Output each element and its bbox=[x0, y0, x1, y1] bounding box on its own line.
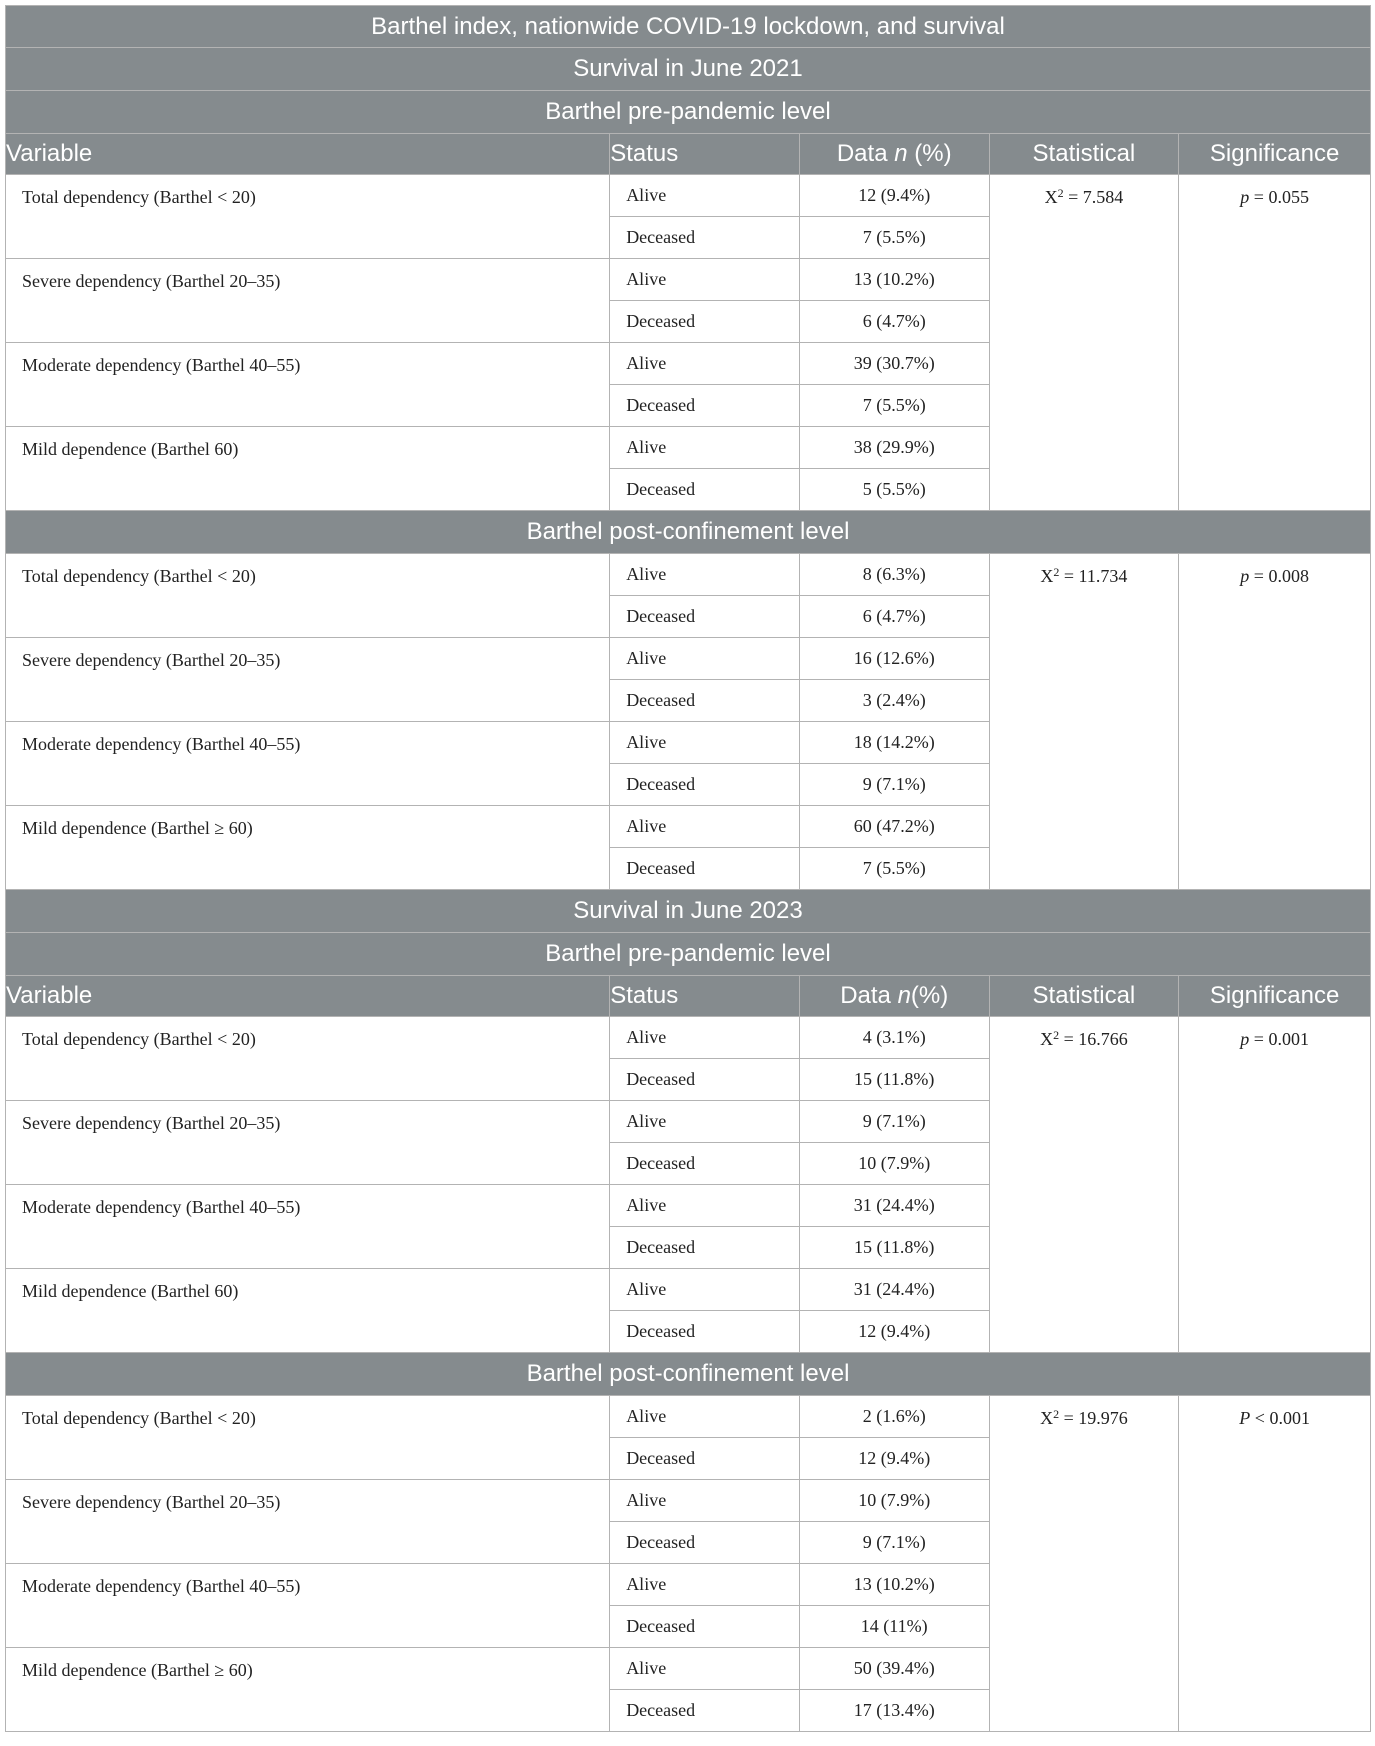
status-cell: Alive bbox=[610, 554, 800, 596]
table-row bbox=[6, 1396, 1371, 1438]
data-cell: 6 (4.7%) bbox=[799, 596, 989, 638]
status-cell: Alive bbox=[610, 722, 800, 764]
status-cell: Alive bbox=[610, 1480, 800, 1522]
statistic-cell: $X^2 = 11.734$ bbox=[989, 554, 1179, 890]
variable-label: Severe dependency (Barthel 20–35) bbox=[6, 259, 610, 343]
section-survival-2023: Survival in June 2023 bbox=[6, 890, 1371, 933]
data-cell: 31 (24.4%) bbox=[799, 1269, 989, 1311]
data-cell: 12 (9.4%) bbox=[799, 1311, 989, 1353]
header-statistical: Statistical bbox=[989, 134, 1179, 175]
data-cell: 13 (10.2%) bbox=[799, 1564, 989, 1606]
data-cell: 13 (10.2%) bbox=[799, 259, 989, 301]
statistic-cell: $X^2 = 16.766$ bbox=[989, 1017, 1179, 1353]
status-cell: Deceased bbox=[610, 1143, 800, 1185]
data-cell: 7 (5.5%) bbox=[799, 385, 989, 427]
status-cell: Deceased bbox=[610, 1438, 800, 1480]
header-data-prefix: Data bbox=[840, 982, 898, 1009]
table-title: Barthel index, nationwide COVID-19 lockdown, and survival bbox=[6, 6, 1371, 48]
data-cell: 3 (2.4%) bbox=[799, 680, 989, 722]
status-cell: Deceased bbox=[610, 1606, 800, 1648]
variable-label: Severe dependency (Barthel 20–35) bbox=[6, 1480, 610, 1564]
table-row bbox=[6, 175, 1371, 217]
table-row bbox=[6, 554, 1371, 596]
header-data-n: n bbox=[897, 982, 911, 1009]
data-cell: 7 (5.5%) bbox=[799, 848, 989, 890]
status-cell: Alive bbox=[610, 1185, 800, 1227]
variable-label: Total dependency (Barthel < 20) bbox=[6, 554, 610, 638]
status-cell: Deceased bbox=[610, 680, 800, 722]
status-cell: Deceased bbox=[610, 385, 800, 427]
status-cell: Deceased bbox=[610, 301, 800, 343]
significance-cell: P < 0.001 bbox=[1179, 1396, 1371, 1732]
variable-label: Mild dependence (Barthel 60) bbox=[6, 427, 610, 511]
significance-cell: p = 0.055 bbox=[1179, 175, 1371, 511]
data-cell: 60 (47.2%) bbox=[799, 806, 989, 848]
status-cell: Alive bbox=[610, 259, 800, 301]
status-cell: Alive bbox=[610, 1564, 800, 1606]
data-cell: 31 (24.4%) bbox=[799, 1185, 989, 1227]
variable-label: Severe dependency (Barthel 20–35) bbox=[6, 1101, 610, 1185]
block-level-heading: Barthel pre-pandemic level bbox=[6, 91, 1371, 134]
status-cell: Alive bbox=[610, 1269, 800, 1311]
status-cell: Deceased bbox=[610, 1059, 800, 1101]
status-cell: Deceased bbox=[610, 1690, 800, 1732]
header-data-n: n bbox=[894, 140, 908, 167]
variable-label: Moderate dependency (Barthel 40–55) bbox=[6, 1564, 610, 1648]
header-status: Status bbox=[610, 134, 800, 175]
status-cell: Deceased bbox=[610, 217, 800, 259]
data-cell: 9 (7.1%) bbox=[799, 1522, 989, 1564]
data-cell: 2 (1.6%) bbox=[799, 1396, 989, 1438]
header-significance: Significance bbox=[1179, 134, 1371, 175]
column-header-row bbox=[6, 134, 1371, 175]
header-variable: Variable bbox=[6, 976, 610, 1017]
status-cell: Alive bbox=[610, 1396, 800, 1438]
block-level-heading: Barthel post-confinement level bbox=[6, 1353, 1371, 1396]
data-cell: 10 (7.9%) bbox=[799, 1143, 989, 1185]
data-cell: 8 (6.3%) bbox=[799, 554, 989, 596]
status-cell: Deceased bbox=[610, 1311, 800, 1353]
status-cell: Deceased bbox=[610, 848, 800, 890]
status-cell: Alive bbox=[610, 638, 800, 680]
column-header-row bbox=[6, 976, 1371, 1017]
header-data bbox=[799, 976, 989, 1017]
data-cell: 4 (3.1%) bbox=[799, 1017, 989, 1059]
block-level-heading: Barthel pre-pandemic level bbox=[6, 933, 1371, 976]
header-data bbox=[799, 134, 989, 175]
variable-label: Severe dependency (Barthel 20–35) bbox=[6, 638, 610, 722]
statistic-cell: $X^2 = 19.976$ bbox=[989, 1396, 1179, 1732]
status-cell: Deceased bbox=[610, 469, 800, 511]
header-status: Status bbox=[610, 976, 800, 1017]
data-cell: 7 (5.5%) bbox=[799, 217, 989, 259]
status-cell: Alive bbox=[610, 1648, 800, 1690]
data-cell: 38 (29.9%) bbox=[799, 427, 989, 469]
data-cell: 12 (9.4%) bbox=[799, 175, 989, 217]
data-cell: 16 (12.6%) bbox=[799, 638, 989, 680]
table-row bbox=[6, 1017, 1371, 1059]
data-cell: 15 (11.8%) bbox=[799, 1227, 989, 1269]
header-significance: Significance bbox=[1179, 976, 1371, 1017]
variable-label: Moderate dependency (Barthel 40–55) bbox=[6, 722, 610, 806]
data-cell: 12 (9.4%) bbox=[799, 1438, 989, 1480]
status-cell: Deceased bbox=[610, 1227, 800, 1269]
status-cell: Alive bbox=[610, 427, 800, 469]
variable-label: Total dependency (Barthel < 20) bbox=[6, 175, 610, 259]
statistic-cell: $X^2 = 7.584$ bbox=[989, 175, 1179, 511]
section-survival-2021: Survival in June 2021 bbox=[6, 48, 1371, 91]
status-cell: Alive bbox=[610, 1101, 800, 1143]
data-cell: 39 (30.7%) bbox=[799, 343, 989, 385]
data-cell: 9 (7.1%) bbox=[799, 764, 989, 806]
significance-cell: p = 0.008 bbox=[1179, 554, 1371, 890]
data-cell: 50 (39.4%) bbox=[799, 1648, 989, 1690]
data-cell: 6 (4.7%) bbox=[799, 301, 989, 343]
data-cell: 15 (11.8%) bbox=[799, 1059, 989, 1101]
significance-cell: p = 0.001 bbox=[1179, 1017, 1371, 1353]
header-data-suffix: (%) bbox=[910, 982, 949, 1009]
variable-label: Moderate dependency (Barthel 40–55) bbox=[6, 1185, 610, 1269]
status-cell: Deceased bbox=[610, 764, 800, 806]
variable-label: Mild dependence (Barthel ≥ 60) bbox=[6, 806, 610, 890]
status-cell: Alive bbox=[610, 806, 800, 848]
variable-label: Mild dependence (Barthel ≥ 60) bbox=[6, 1648, 610, 1732]
data-cell: 14 (11%) bbox=[799, 1606, 989, 1648]
variable-label: Moderate dependency (Barthel 40–55) bbox=[6, 343, 610, 427]
data-cell: 17 (13.4%) bbox=[799, 1690, 989, 1732]
status-cell: Deceased bbox=[610, 596, 800, 638]
status-cell: Alive bbox=[610, 175, 800, 217]
data-cell: 9 (7.1%) bbox=[799, 1101, 989, 1143]
status-cell: Deceased bbox=[610, 1522, 800, 1564]
barthel-survival-table bbox=[5, 5, 1371, 1732]
data-cell: 10 (7.9%) bbox=[799, 1480, 989, 1522]
variable-label: Total dependency (Barthel < 20) bbox=[6, 1396, 610, 1480]
header-variable: Variable bbox=[6, 134, 610, 175]
data-cell: 5 (5.5%) bbox=[799, 469, 989, 511]
block-level-heading: Barthel post-confinement level bbox=[6, 511, 1371, 554]
header-data-suffix: (%) bbox=[907, 140, 952, 167]
variable-label: Total dependency (Barthel < 20) bbox=[6, 1017, 610, 1101]
status-cell: Alive bbox=[610, 1017, 800, 1059]
header-statistical: Statistical bbox=[989, 976, 1179, 1017]
variable-label: Mild dependence (Barthel 60) bbox=[6, 1269, 610, 1353]
status-cell: Alive bbox=[610, 343, 800, 385]
header-data-prefix: Data bbox=[836, 140, 895, 167]
data-cell: 18 (14.2%) bbox=[799, 722, 989, 764]
